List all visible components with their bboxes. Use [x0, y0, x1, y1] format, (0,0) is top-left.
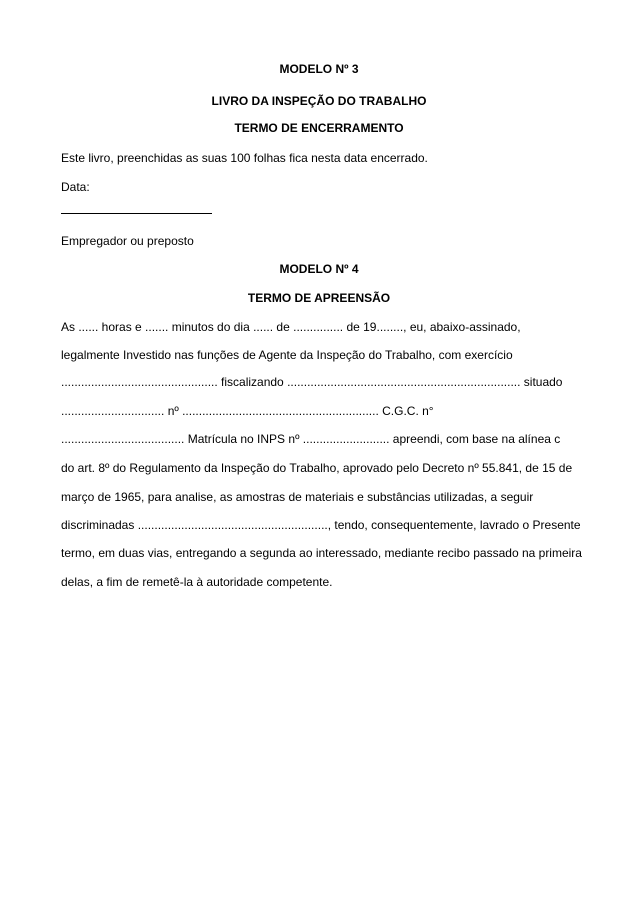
signature-line [61, 213, 212, 214]
date-label: Data: [61, 180, 90, 194]
body-line: ............................................... fiscalizando ...................................................................... situado [61, 375, 563, 389]
modelo4-heading: MODELO Nº 4 [279, 262, 359, 276]
closing-statement: Este livro, preenchidas as suas 100 folhas fica nesta data encerrado. [61, 151, 428, 165]
body-line: As ...... horas e ....... minutos do dia ...... de ............... de 19........, eu, abaixo-assinado, [61, 320, 521, 334]
body-line: termo, em duas vias, entregando a segunda ao interessado, mediante recibo passado na primeira [61, 546, 582, 560]
modelo3-heading: MODELO Nº 3 [279, 62, 359, 76]
signature-label: Empregador ou preposto [61, 234, 194, 248]
body-line: legalmente Investido nas funções de Agente da Inspeção do Trabalho, com exercício [61, 348, 513, 362]
body-line: delas, a fim de remetê-la à autoridade competente. [61, 575, 333, 589]
modelo4-subtitle: TERMO DE APREENSÃO [247, 291, 391, 305]
body-line: discriminadas ........................................................., tendo, consequentemente, lavrado o Presente [61, 518, 581, 532]
body-line: ............................... nº ........................................................... C.G.C. n° [61, 404, 434, 418]
body-line: do art. 8º do Regulamento da Inspeção do Trabalho, aprovado pelo Decreto nº 55.841, de 15 de [61, 461, 573, 475]
body-line: março de 1965, para analise, as amostras de materiais e substâncias utilizadas, a seguir [61, 490, 534, 504]
body-line: ..................................... Matrícula no INPS nº .......................... apreendi, com base na alínea c [61, 432, 561, 446]
modelo3-title: LIVRO DA INSPEÇÃO DO TRABALHO [211, 94, 427, 108]
modelo3-subtitle: TERMO DE ENCERRAMENTO [234, 121, 404, 135]
